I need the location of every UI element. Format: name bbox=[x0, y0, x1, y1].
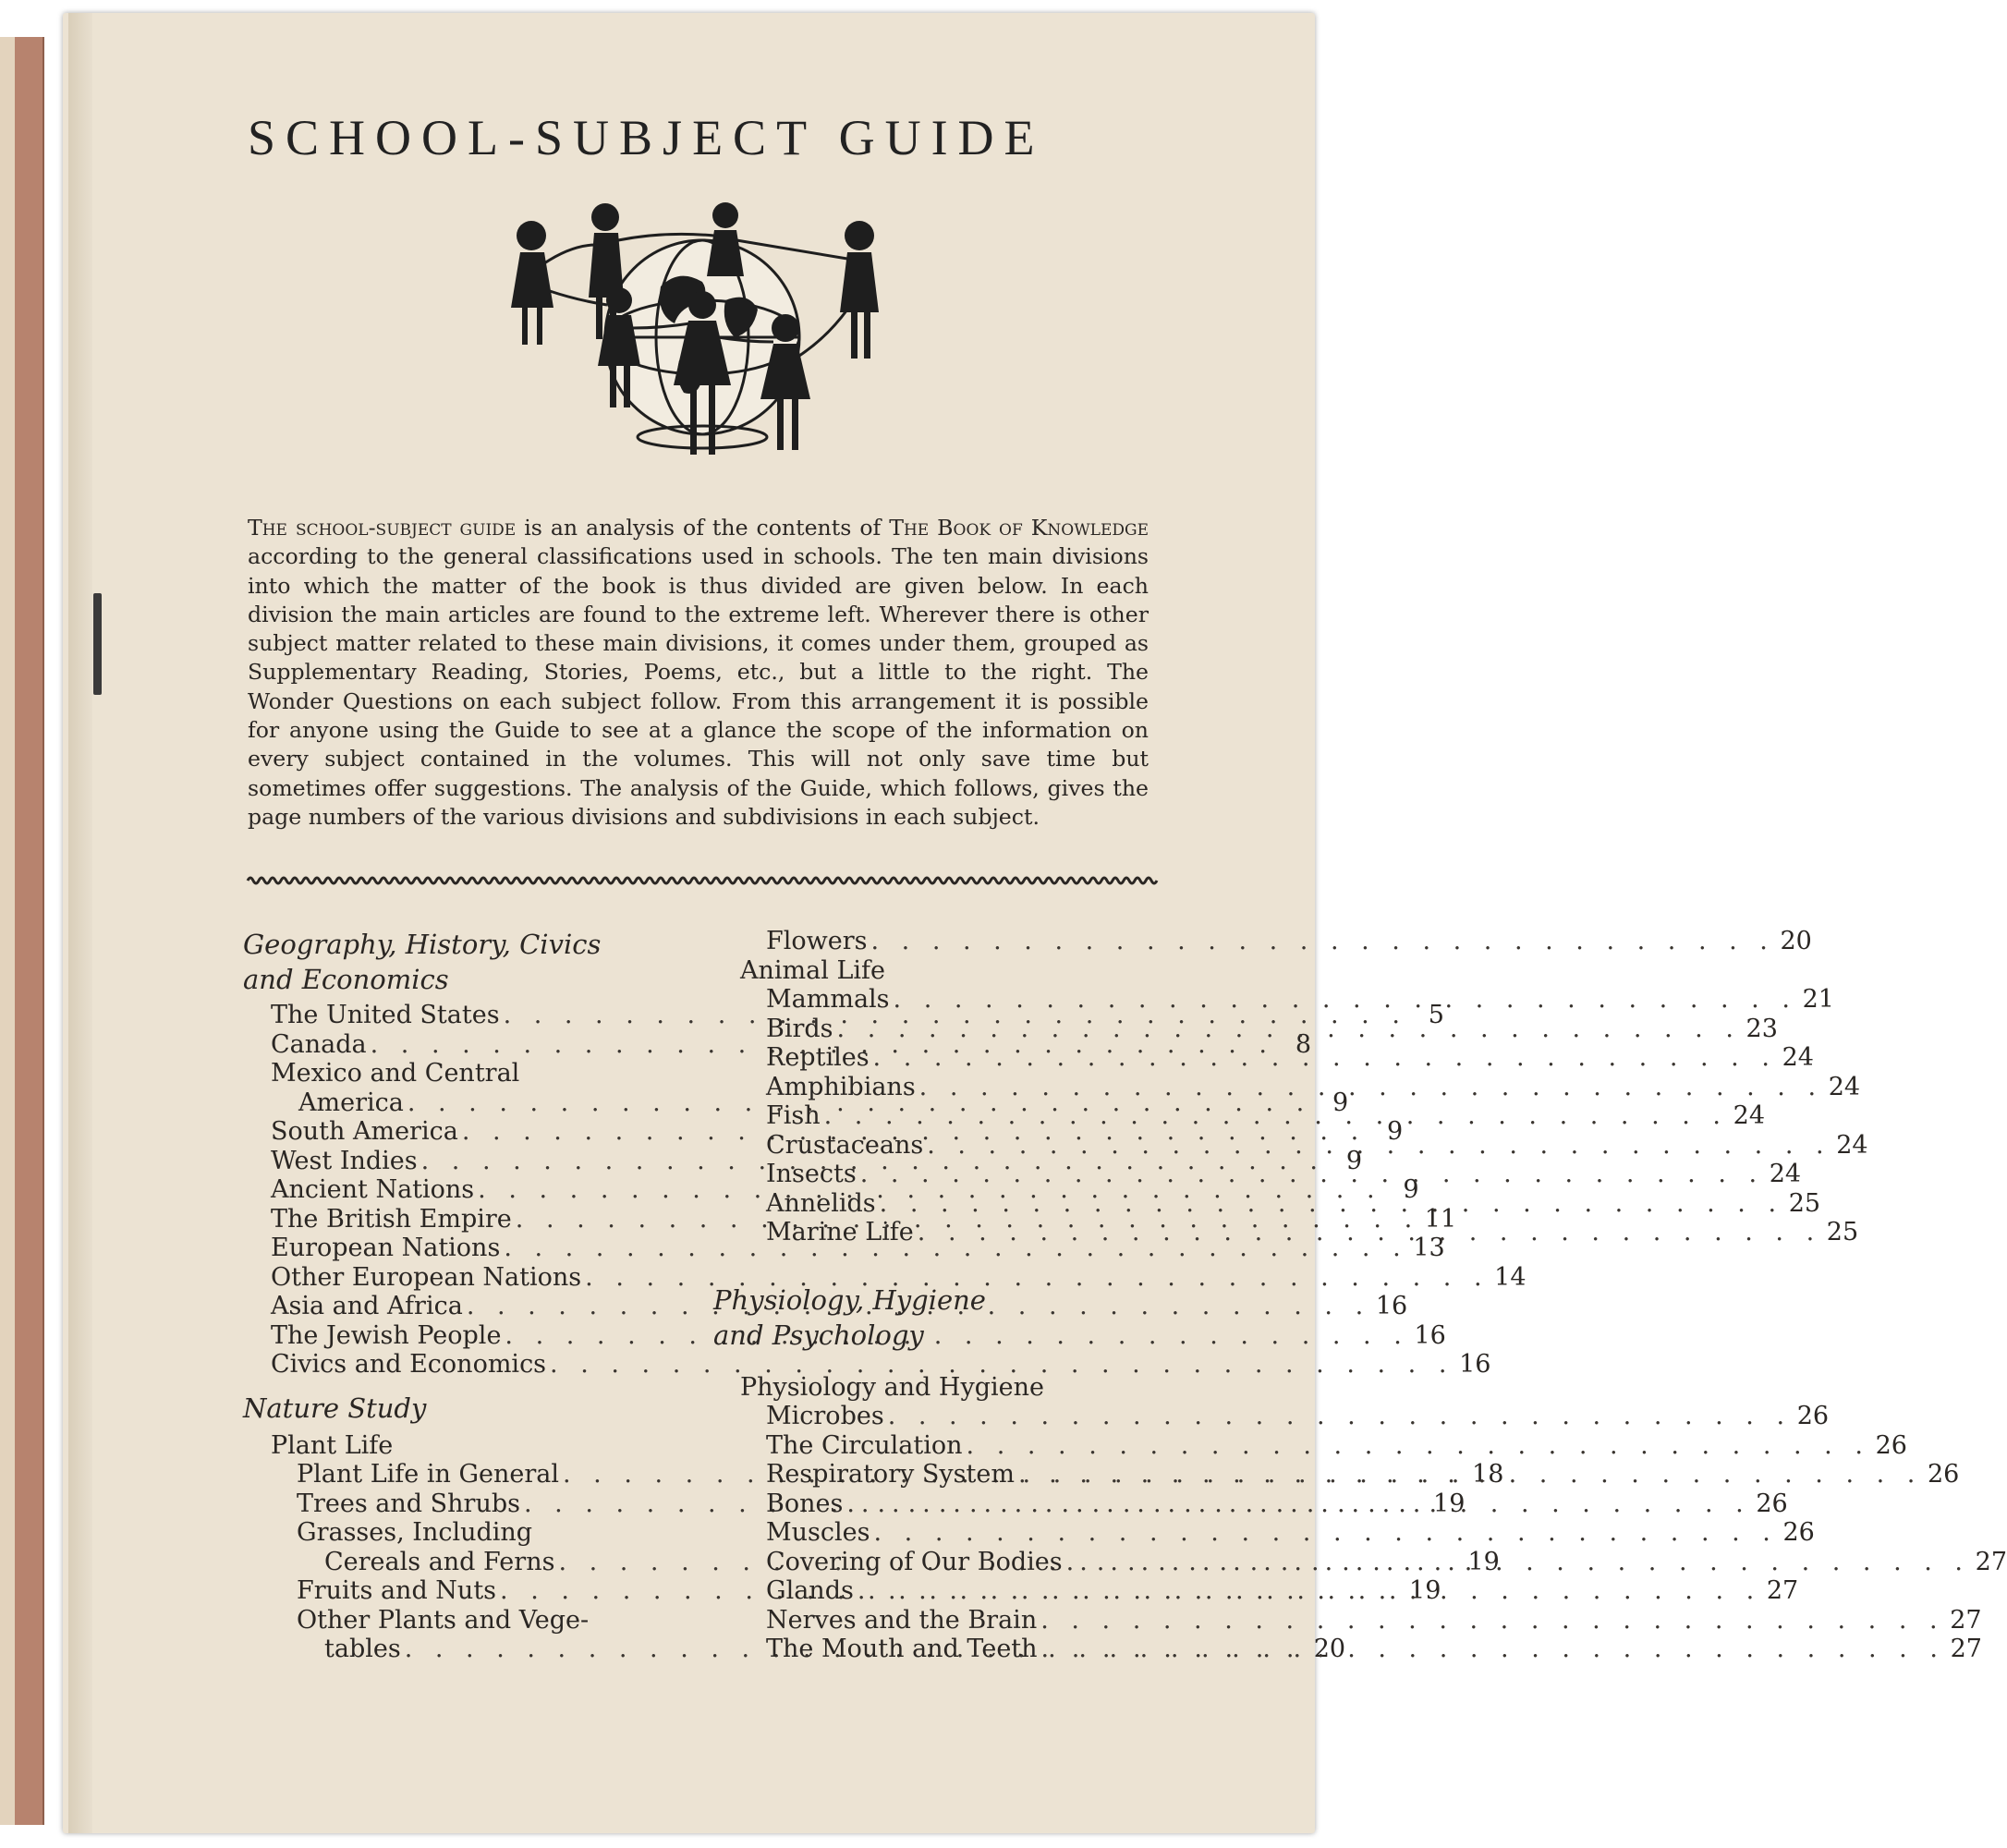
toc-entry[interactable]: Covering of Our Bodies . . . 27 bbox=[766, 1548, 1152, 1577]
toc-entry[interactable]: Asia and Africa . . . 16 bbox=[271, 1292, 687, 1321]
intro-text-2: according to the general classifications used in schools. The ten main divisions into which the matter of the book is thus divided are given below. In each division the main articles are found to the extreme left. Wherever there is other subject matter related to these main divisions, it comes under them, grouped as Supplementary Reading, Stories, Poems, etc., but a little to the right. The Wonder Questions on each subject follow. From this arrangement it is possible for anyone using the Guide to see at a glance the scope of the information on every subject contained in the volumes. This will not only save time but sometimes offer suggestions. The analysis of the Guide, which follows, gives the page numbers of the various divisions and subdivisions in each subject. bbox=[248, 543, 1149, 830]
toc-entry[interactable]: South America . . . 9 bbox=[271, 1117, 687, 1147]
intro-text-1: is an analysis of the contents of bbox=[516, 515, 890, 541]
toc-entry[interactable]: Microbes . . . 26 bbox=[766, 1402, 1152, 1431]
toc-entry[interactable]: Amphibians . . . 24 bbox=[766, 1073, 1152, 1102]
toc-entry[interactable]: Plant Life in General . . . 18 bbox=[297, 1460, 687, 1489]
toc-entry[interactable]: Bones . . . 26 bbox=[766, 1489, 1152, 1519]
toc-entry[interactable]: Glands . . . 27 bbox=[766, 1576, 1152, 1606]
back-cover bbox=[0, 37, 44, 1825]
toc-entry-label: Mexico and Central bbox=[271, 1059, 520, 1088]
toc-entry-label: Other Plants and Vege- bbox=[297, 1605, 590, 1635]
toc-entry[interactable]: The Circulation . . . 26 bbox=[766, 1431, 1152, 1461]
toc-entry[interactable]: Mammals . . . 21 bbox=[766, 985, 1152, 1015]
toc-entry[interactable]: Fish . . . 24 bbox=[766, 1101, 1152, 1131]
toc-entry[interactable]: Annelids . . . 25 bbox=[766, 1189, 1152, 1219]
subheading-animal-life: Animal Life bbox=[740, 955, 885, 985]
intro-paragraph bbox=[248, 514, 1149, 832]
toc-entry[interactable]: The Jewish People . . . 16 bbox=[271, 1321, 687, 1351]
toc-entry[interactable]: Crustaceans . . . 24 bbox=[766, 1131, 1152, 1161]
toc-entry[interactable]: The United States . . . 5 bbox=[271, 1001, 687, 1030]
toc-entry[interactable]: Reptiles . . . 24 bbox=[766, 1043, 1152, 1073]
flowers-row bbox=[713, 927, 1812, 956]
toc-entry-label: Grasses, Including bbox=[297, 1518, 533, 1547]
subheading-physiology-hygiene: Physiology and Hygiene bbox=[740, 1372, 1044, 1402]
back-cover-edge bbox=[0, 37, 15, 1825]
toc-entry[interactable]: European Nations . . . 13 bbox=[271, 1234, 687, 1263]
toc-entry[interactable]: Nerves and the Brain . . . 27 bbox=[766, 1606, 1152, 1635]
section-heading-geography: Geography, History, Civics and Economics bbox=[243, 929, 602, 995]
staple bbox=[93, 593, 102, 695]
toc-entry[interactable]: West Indies . . . 9 bbox=[271, 1147, 687, 1176]
intro-book-title: The Book of Knowledge bbox=[889, 515, 1149, 541]
subheading-plant-life: Plant Life bbox=[271, 1430, 394, 1460]
toc-entry[interactable]: Other European Nations . . . 14 bbox=[271, 1263, 687, 1293]
toc-entry[interactable]: Marine Life . . . 25 bbox=[766, 1218, 1152, 1247]
toc-entry[interactable]: Fruits and Nuts . . . 19 bbox=[297, 1576, 687, 1606]
children-around-globe-illustration bbox=[504, 199, 892, 476]
section-heading-nature-study: Nature Study bbox=[243, 1392, 427, 1424]
binding-strip bbox=[68, 13, 92, 1833]
intro-lead: The school-subject guide bbox=[248, 515, 517, 541]
wavy-divider bbox=[248, 874, 1149, 887]
toc-entry[interactable]: Birds . . . 23 bbox=[766, 1015, 1152, 1044]
toc-entry[interactable]: Trees and Shrubs . . . 19 bbox=[297, 1489, 687, 1519]
toc-entry[interactable]: Respiratory System . . . 26 bbox=[766, 1460, 1152, 1489]
toc-entry[interactable]: Cereals and Ferns . . . 19 bbox=[297, 1548, 687, 1577]
toc-entry[interactable]: The Mouth and Teeth . . . 27 bbox=[766, 1635, 1152, 1664]
toc-entry[interactable]: tables . . . 20 bbox=[297, 1635, 687, 1664]
toc-entry[interactable]: Insects . . . 24 bbox=[766, 1160, 1152, 1189]
toc-entry[interactable]: America . . . 9 bbox=[271, 1088, 687, 1118]
toc-entry[interactable]: Ancient Nations . . . 9 bbox=[271, 1175, 687, 1205]
section-heading-physiology: Physiology, Hygiene and Psychology bbox=[713, 1283, 986, 1351]
page-title: SCHOOL-SUBJECT GUIDE bbox=[248, 110, 1045, 165]
toc-entry[interactable]: Canada . . . 8 bbox=[271, 1030, 687, 1060]
toc-entry[interactable]: Flowers . . . 20 bbox=[766, 927, 1152, 956]
toc-entry[interactable]: The British Empire . . . 11 bbox=[271, 1205, 687, 1234]
toc-entry[interactable]: Civics and Economics . . . 16 bbox=[271, 1350, 687, 1380]
toc-entry[interactable]: Muscles . . . 26 bbox=[766, 1518, 1152, 1548]
